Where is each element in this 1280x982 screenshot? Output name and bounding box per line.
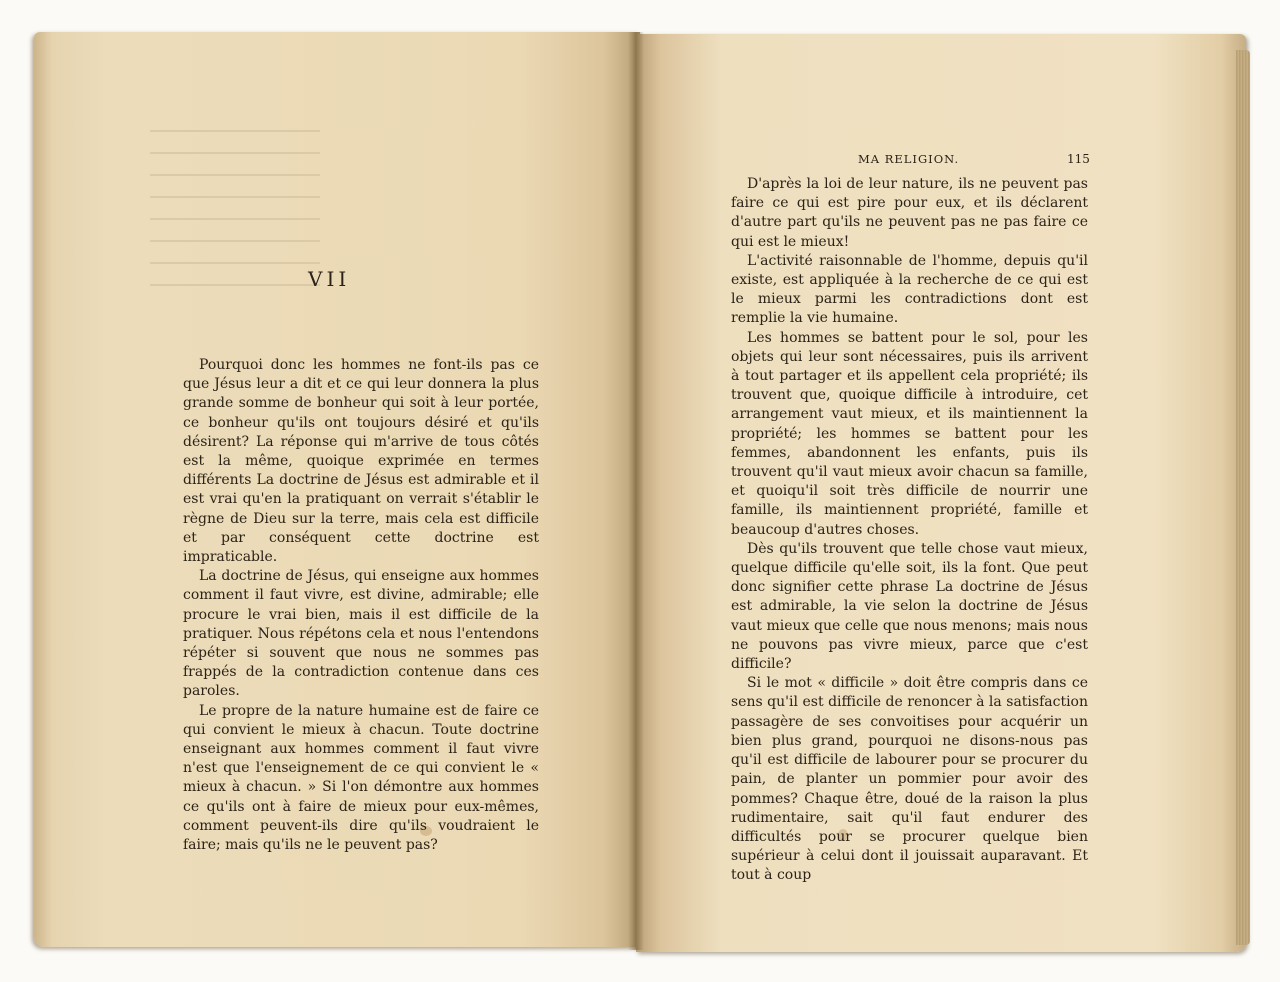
left-page-text — [183, 356, 539, 855]
right-page-text — [731, 175, 1088, 886]
paragraph: D'après la loi de leur nature, ils ne peuvent pas faire ce qui est pire pour eux, et ils déclarent d'autre part qu'ils ne peuvent pas ne pas faire ce qui est le mieux! — [731, 176, 1088, 250]
paragraph: Si le mot « difficile » doit être compris dans ce sens qu'il est difficile de renoncer à la satisfaction passagère de ses convoitises pour acquérir un bien plus grand, pourquoi ne disons-nous pas qu'il est difficile de labourer pour se procurer du pain, de planter un pommier pour avoir des pommes? Chaque être, doué de la raison la plus rudimentaire, sait qu'il faut endurer des difficultés pour se procurer quelque bien supérieur à celui dont il jouissait auparavant. Et tout à coup — [731, 675, 1088, 884]
paragraph: La doctrine de Jésus, qui enseigne aux hommes comment il faut vivre, est divine, admirable; elle procure le vrai bien, mais il est difficile de la pratiquer. Nous répétons cela et nous l'entendons répéter si souvent que nous ne sommes pas frappés de la contradiction contenue dans ces paroles. — [183, 568, 539, 700]
paragraph: Dès qu'ils trouvent que telle chose vaut mieux, quelque difficile qu'elle soit, ils la font. Que peut donc signifier cette phrase La doctrine de Jésus est admirable, la vie selon la doctrine de Jésus vaut mieux que celle que nous menons; mais nous ne pouvons pas vivre mieux, parce que c'est difficile? — [731, 540, 1088, 673]
paragraph: Les hommes se battent pour le sol, pour les objets qui leur sont nécessaires, puis ils arrivent à tout partager et ils appellent cela propriété; ils trouvent que, quoique difficile à introduire, cet arrangement vaut mieux, et ils maintiennent la propriété; les hommes se battent pour les femmes, abandonnent les enfants, puis ils trouvent qu'il vaut mieux avoir chacun sa famille, et quoiqu'il soit très difficile de nourrir une famille, ils maintiennent propriété, famille et beaucoup d'autres choses. — [731, 329, 1088, 538]
paragraph: Le propre de la nature humaine est de faire ce qui convient le mieux à chacun. Toute doctrine enseignant aux hommes comment il faut vivre n'est que l'enseignement de ce qui convient le « mieux à chacun. » Si l'on démontre aux hommes ce qu'ils ont à faire de mieux pour eux-mêmes, comment peuvent-ils dire qu'ils voudraient le faire; mais qu'ils ne le peuvent pas? — [183, 702, 539, 854]
paragraph: Pourquoi donc les hommes ne font-ils pas ce que Jésus leur a dit et ce qui leur donnera la plus grande somme de bonheur qui soit à leur portée, ce bonheur qu'ils ont toujours désiré et qu'ils désirent? La réponse qui m'arrive de tous côtés est la même, quoique exprimée en termes différents La doctrine de Jésus est admirable et il est vrai qu'en la pratiquant on verrait s'établir le règne de Dieu sur la terre, mais cela est difficile et par conséquent cette doctrine est impraticable. — [183, 357, 539, 566]
chapter-number: VII — [308, 267, 351, 291]
paragraph: L'activité raisonnable de l'homme, depuis qu'il existe, est appliquée à la recherche de ce qui est le mieux parmi les contradictions dont est remplie la vie humaine. — [731, 252, 1088, 327]
book-gutter — [628, 32, 644, 950]
page-number: 115 — [1067, 152, 1090, 166]
page-edges — [1236, 50, 1250, 945]
running-header: MA RELIGION. — [858, 152, 960, 166]
